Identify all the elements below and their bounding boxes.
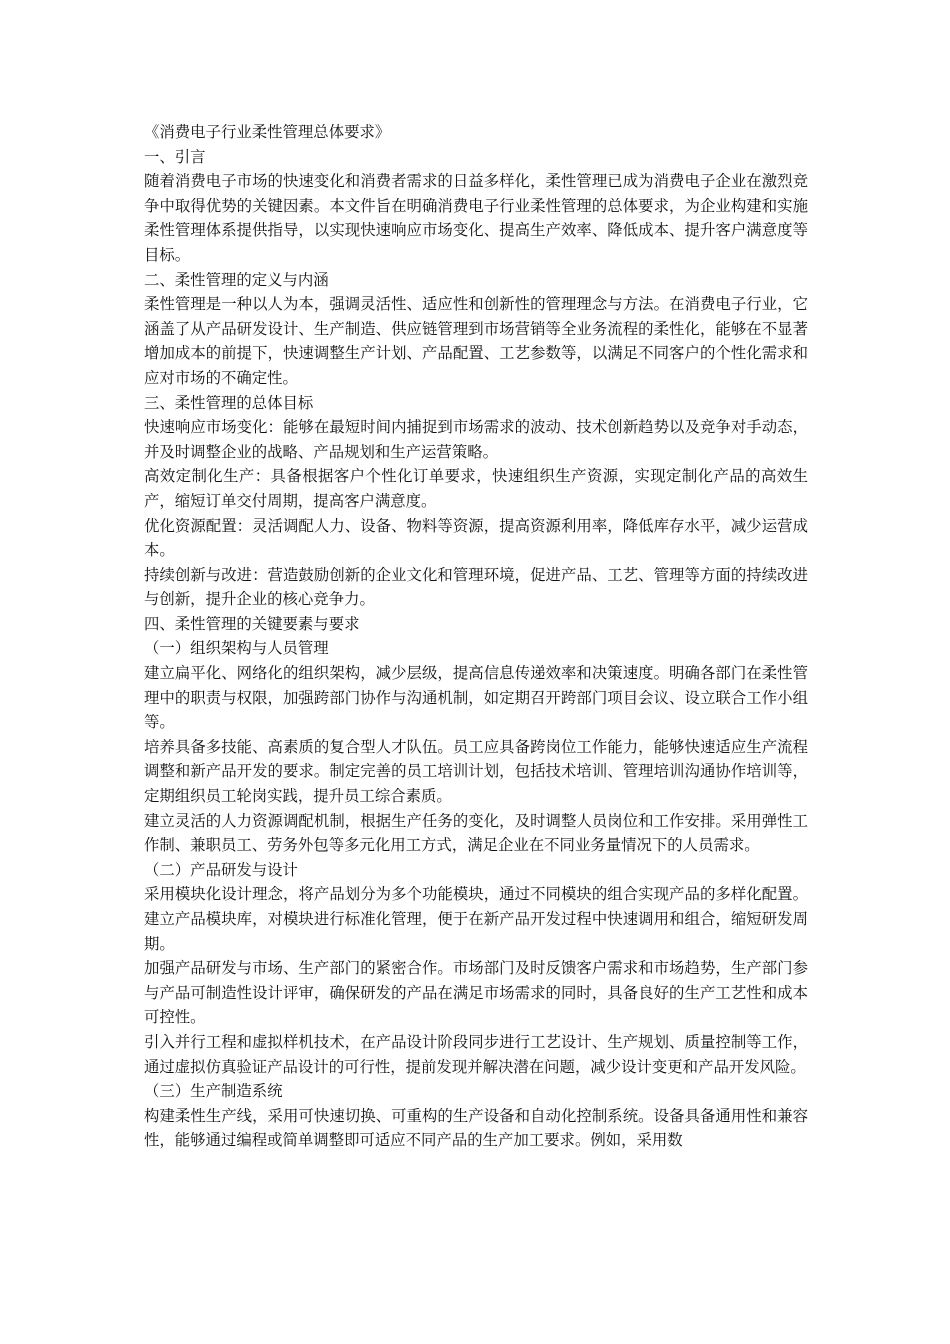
paragraph: 柔性管理是一种以人为本，强调灵活性、适应性和创新性的管理理念与方法。在消费电子行业，它涵盖了从产品研发设计、生产制造、供应链管理到市场营销等全业务流程的柔性化，能够在不显著增加成本的前提下，快速调整生产计划、产品配置、工艺参数等，以满足不同客户的个性化需求和应对市场的不确定性。 [144, 295, 808, 387]
paragraph: 构建柔性生产线，采用可快速切换、可重构的生产设备和自动化控制系统。设备具备通用性和兼容性，能够通过编程或简单调整即可适应不同产品的生产加工要求。例如，采用数 [144, 1106, 808, 1150]
paragraph: 优化资源配置：灵活调配人力、设备、物料等资源，提高资源利用率，降低库存水平，减少运营成本。 [144, 516, 808, 560]
document-title: 《消费电子行业柔性管理总体要求》 [144, 123, 391, 141]
paragraph: 采用模块化设计理念，将产品划分为多个功能模块，通过不同模块的组合实现产品的多样化配置。建立产品模块库，对模块进行标准化管理，便于在新产品开发过程中快速调用和组合，缩短研发周期。 [144, 885, 808, 953]
paragraph: 随着消费电子市场的快速变化和消费者需求的日益多样化，柔性管理已成为消费电子企业在激烈竞争中取得优势的关键因素。本文件旨在明确消费电子行业柔性管理的总体要求，为企业构建和实施柔性管理体系提供指导，以实现快速响应市场变化、提高生产效率、降低成本、提升客户满意度等目标。 [144, 172, 808, 264]
subsection-heading: （二）产品研发与设计 [144, 860, 298, 879]
paragraph: 建立灵活的人力资源调配机制，根据生产任务的变化，及时调整人员岗位和工作安排。采用弹性工作制、兼职员工、劳务外包等多元化用工方式，满足企业在不同业务量情况下的人员需求。 [144, 811, 808, 855]
section-heading: 四、柔性管理的关键要素与要求 [144, 614, 360, 633]
paragraph: 持续创新与改进：营造鼓励创新的企业文化和管理环境，促进产品、工艺、管理等方面的持续改进与创新，提升企业的核心竞争力。 [144, 565, 808, 609]
section-heading: 三、柔性管理的总体目标 [144, 393, 314, 412]
paragraph: 引入并行工程和虚拟样机技术，在产品设计阶段同步进行工艺设计、生产规划、质量控制等工作，通过虚拟仿真验证产品设计的可行性，提前发现并解决潜在问题，减少设计变更和产品开发风险。 [144, 1032, 808, 1076]
subsection-heading: （一）组织架构与人员管理 [144, 639, 329, 658]
paragraph: 建立扁平化、网络化的组织架构，减少层级，提高信息传递效率和决策速度。明确各部门在柔性管理中的职责与权限，加强跨部门协作与沟通机制，如定期召开跨部门项目会议、设立联合工作小组等。 [144, 664, 808, 732]
subsection-heading: （三）生产制造系统 [144, 1082, 283, 1101]
paragraph: 高效定制化生产：具备根据客户个性化订单要求，快速组织生产资源，实现定制化产品的高效生产，缩短订单交付周期，提高客户满意度。 [144, 467, 808, 510]
document-page [144, 120, 808, 1153]
paragraph: 加强产品研发与市场、生产部门的紧密合作。市场部门及时反馈客户需求和市场趋势，生产部门参与产品可制造性设计评审，确保研发的产品在满足市场需求的同时，具备良好的生产工艺性和成本可控性。 [144, 959, 808, 1027]
document-body [144, 145, 808, 1153]
section-heading: 一、引言 [144, 147, 206, 166]
paragraph: 培养具备多技能、高素质的复合型人才队伍。员工应具备跨岗位工作能力，能够快速适应生产流程调整和新产品开发的要求。制定完善的员工培训计划，包括技术培训、管理培训沟通协作培训等，定期组织员工轮岗实践，提升员工综合素质。 [144, 737, 808, 806]
section-heading: 二、柔性管理的定义与内涵 [144, 270, 329, 289]
paragraph: 快速响应市场变化：能够在最短时间内捕捉到市场需求的波动、技术创新趋势以及竞争对手动态，并及时调整企业的战略、产品规划和生产运营策略。 [144, 418, 808, 461]
